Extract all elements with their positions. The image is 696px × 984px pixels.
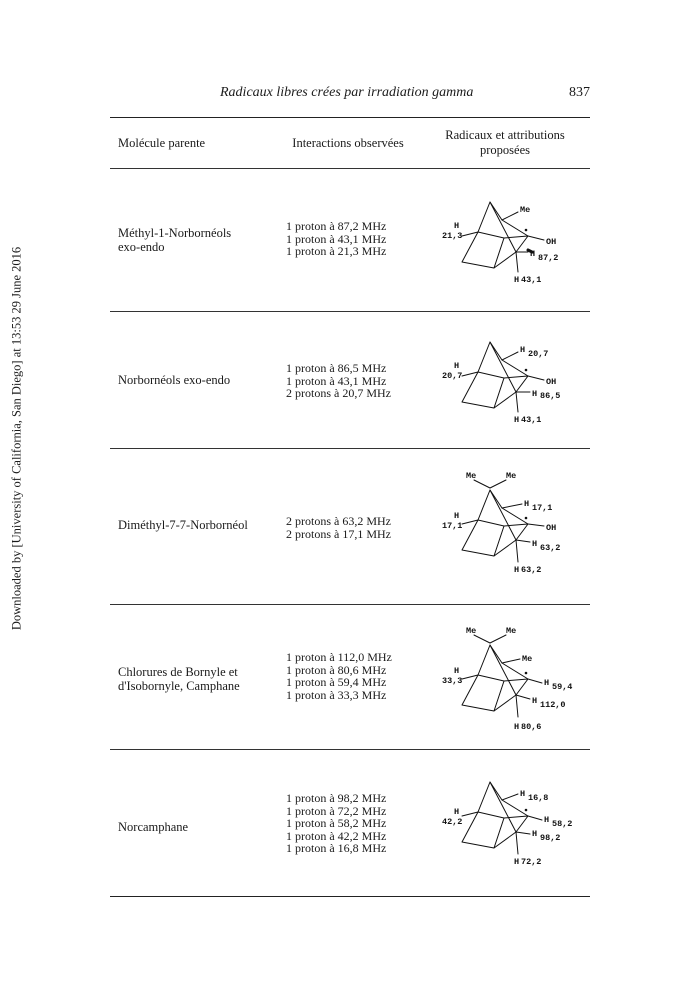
table-row xyxy=(110,325,590,443)
interaction-line: 1 proton à 112,0 MHz xyxy=(286,650,392,664)
coupling-value: 72,2 xyxy=(521,857,542,867)
me-label: Me xyxy=(506,626,517,636)
me-label: Me xyxy=(522,654,533,664)
me-label: Me xyxy=(520,205,531,215)
oh-label: OH xyxy=(546,523,557,533)
running-title: Radicaux libres crées par irradiation gamma xyxy=(220,85,474,100)
row-rule xyxy=(110,604,590,605)
molecule-name-line: Norcamphane xyxy=(118,820,189,834)
coupling-value: 63,2 xyxy=(540,543,561,553)
molecule-name xyxy=(118,226,231,254)
interaction-line: 1 proton à 16,8 MHz xyxy=(286,841,387,855)
coupling-value: 86,5 xyxy=(540,391,561,401)
radical-structure xyxy=(422,330,592,435)
table-row xyxy=(110,615,590,745)
radical-structure xyxy=(422,774,592,889)
molecule-name xyxy=(118,665,240,693)
row-rule xyxy=(110,311,590,312)
interactions-list xyxy=(286,362,391,400)
coupling-value: 20,7 xyxy=(442,371,463,381)
coupling-value: 80,6 xyxy=(521,722,542,732)
interaction-line: 1 proton à 87,2 MHz xyxy=(286,219,387,233)
interaction-line: 1 proton à 98,2 MHz xyxy=(286,791,387,805)
h-label: H xyxy=(520,789,526,799)
interaction-line: 1 proton à 42,2 MHz xyxy=(286,828,387,843)
column-header-radicals-line2: proposées xyxy=(480,143,530,157)
coupling-value: 59,4 xyxy=(552,682,573,692)
molecule-name-line: d'Isobornyle, Camphane xyxy=(118,679,240,693)
radical-structure xyxy=(422,190,592,295)
interaction-line: 1 proton à 58,2 MHz xyxy=(286,816,387,830)
h-label: H xyxy=(454,221,460,231)
table-row xyxy=(110,460,590,585)
me-label: Me xyxy=(466,626,477,636)
norbornyl-radical-diagram xyxy=(422,468,592,583)
molecule-name-line: exo-endo xyxy=(118,240,165,254)
norbornyl-radical-diagram xyxy=(422,623,592,738)
coupling-value: 16,8 xyxy=(528,793,549,803)
molecule-name-line: Méthyl-1-Norbornéols xyxy=(118,226,232,240)
coupling-value: 17,1 xyxy=(532,503,553,513)
interactions-list xyxy=(286,220,386,258)
interaction-line: 2 protons à 17,1 MHz xyxy=(286,526,391,541)
download-note-margin xyxy=(8,160,26,720)
interaction-line: 2 protons à 20,7 MHz xyxy=(286,386,391,400)
radical-structure xyxy=(422,468,592,588)
molecule-name-line: Chlorures de Bornyle et xyxy=(118,665,238,679)
h-label: H xyxy=(530,249,536,259)
molecule-name-line: Norbornéols exo-endo xyxy=(118,373,231,387)
norbornyl-radical-diagram xyxy=(422,774,592,884)
table-top-rule xyxy=(110,117,590,118)
coupling-value: 112,0 xyxy=(540,700,566,710)
radical-structure xyxy=(422,623,592,743)
molecule-name xyxy=(118,518,248,532)
h-label: H xyxy=(532,389,538,399)
h-label: H xyxy=(454,361,460,371)
coupling-value: 20,7 xyxy=(528,349,549,359)
coupling-value: 98,2 xyxy=(540,833,561,843)
interaction-line: 1 proton à 59,4 MHz xyxy=(286,675,387,689)
h-label: H xyxy=(514,857,520,867)
h-label: H xyxy=(544,815,550,825)
h-label: H xyxy=(532,539,538,549)
molecule-name xyxy=(118,373,230,387)
norbornyl-radical-diagram xyxy=(422,330,592,430)
h-label: H xyxy=(544,678,550,688)
coupling-value: 21,3 xyxy=(442,231,463,241)
interaction-line: 1 proton à 80,6 MHz xyxy=(286,662,387,677)
table-bottom-rule xyxy=(110,896,590,897)
oh-label: OH xyxy=(546,237,557,247)
h-label: H xyxy=(514,722,520,732)
table-row xyxy=(110,760,590,890)
interaction-line: 1 proton à 43,1 MHz xyxy=(286,373,387,388)
norbornyl-radical-diagram xyxy=(422,190,592,290)
header-rule xyxy=(110,168,590,169)
h-label: H xyxy=(532,696,538,706)
me-label: Me xyxy=(506,471,517,481)
me-label: Me xyxy=(466,471,477,481)
download-note: Downloaded by [University of California, San Diego] at 13:53 29 June 2016 xyxy=(9,246,24,631)
interaction-line: 2 protons à 63,2 MHz xyxy=(286,514,391,528)
h-label: H xyxy=(514,565,520,575)
column-header-interactions: Interactions observées xyxy=(292,136,404,150)
coupling-value: 17,1 xyxy=(442,521,463,531)
table-row xyxy=(110,190,590,308)
h-label: H xyxy=(524,499,530,509)
interaction-line: 1 proton à 21,3 MHz xyxy=(286,244,387,258)
h-label: H xyxy=(520,345,526,355)
column-header-molecule: Molécule parente xyxy=(118,136,206,150)
interactions-list xyxy=(286,651,392,701)
h-label: H xyxy=(454,807,460,817)
interactions-list xyxy=(286,792,386,855)
row-rule xyxy=(110,448,590,449)
interaction-line: 1 proton à 43,1 MHz xyxy=(286,231,387,246)
coupling-value: 87,2 xyxy=(538,253,559,263)
h-label: H xyxy=(514,415,520,425)
interaction-line: 1 proton à 33,3 MHz xyxy=(286,687,387,702)
oh-label: OH xyxy=(546,377,557,387)
interaction-line: 1 proton à 86,5 MHz xyxy=(286,361,387,375)
h-label: H xyxy=(454,666,460,676)
interaction-line: 1 proton à 72,2 MHz xyxy=(286,803,387,818)
coupling-value: 33,3 xyxy=(442,676,463,686)
h-label: H xyxy=(514,275,520,285)
page-number: 837 xyxy=(569,85,590,100)
coupling-value: 42,2 xyxy=(442,817,463,827)
coupling-value: 58,2 xyxy=(552,819,573,829)
row-rule xyxy=(110,749,590,750)
coupling-value: 43,1 xyxy=(521,415,542,425)
coupling-value: 63,2 xyxy=(521,565,542,575)
h-label: H xyxy=(532,829,538,839)
interactions-list xyxy=(286,515,391,540)
column-header-radicals-line1: Radicaux et attributions xyxy=(445,128,565,142)
molecule-name-line: Diméthyl-7-7-Norbornéol xyxy=(118,518,248,532)
column-header-radicals xyxy=(420,128,590,158)
molecule-name xyxy=(118,820,188,834)
coupling-value: 43,1 xyxy=(521,275,542,285)
h-label: H xyxy=(454,511,460,521)
